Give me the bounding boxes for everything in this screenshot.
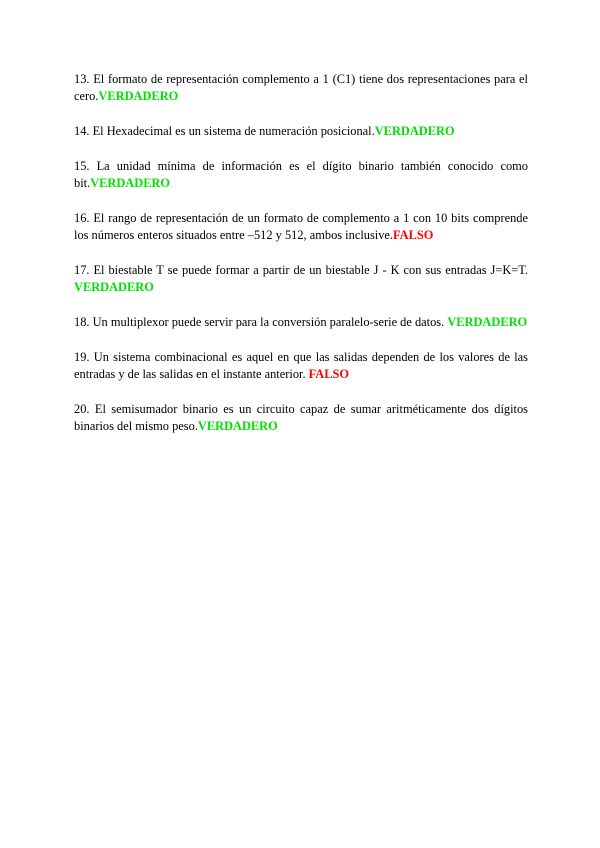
answer-label: FALSO [393, 228, 434, 242]
question-text: 15. La unidad mínima de información es el dígito binario también conocido como bit. [74, 159, 528, 190]
answer-label: VERDADERO [197, 419, 278, 433]
question-item-13 [74, 71, 528, 105]
question-item-20 [74, 401, 528, 435]
answer-label: FALSO [308, 367, 350, 381]
question-item-18 [74, 314, 528, 331]
question-list [74, 71, 528, 453]
answer-label: VERDADERO [374, 124, 455, 138]
question-text: 16. El rango de representación de un formato de complemento a 1 con 10 bits comprende los números enteros situados entre –512 y 512, ambos inclusive. [74, 211, 528, 242]
question-text: 20. El semisumador binario es un circuito capaz de sumar aritméticamente dos dígitos binarios del mismo peso. [74, 402, 528, 433]
question-item-17 [74, 262, 528, 296]
question-text: 13. El formato de representación complemento a 1 (C1) tiene dos representaciones para el cero. [74, 72, 528, 103]
answer-label: VERDADERO [90, 176, 171, 190]
answer-label: VERDADERO [98, 89, 179, 103]
question-text: 14. El Hexadecimal es un sistema de numeración posicional. [74, 124, 375, 138]
question-text: 18. Un multiplexor puede servir para la conversión paralelo-serie de datos. [74, 315, 448, 329]
question-item-16 [74, 210, 528, 244]
question-text: 19. Un sistema combinacional es aquel en que las salidas dependen de los valores de las entradas y de las salidas en el instante anterior. [74, 350, 528, 381]
question-item-15 [74, 158, 528, 192]
answer-label: VERDADERO [74, 280, 154, 294]
question-text: 17. El biestable T se puede formar a partir de un biestable J - K con sus entradas J=K=T. [74, 263, 528, 277]
question-item-14 [74, 123, 528, 140]
answer-label: VERDADERO [447, 315, 528, 329]
question-item-19 [74, 349, 528, 383]
